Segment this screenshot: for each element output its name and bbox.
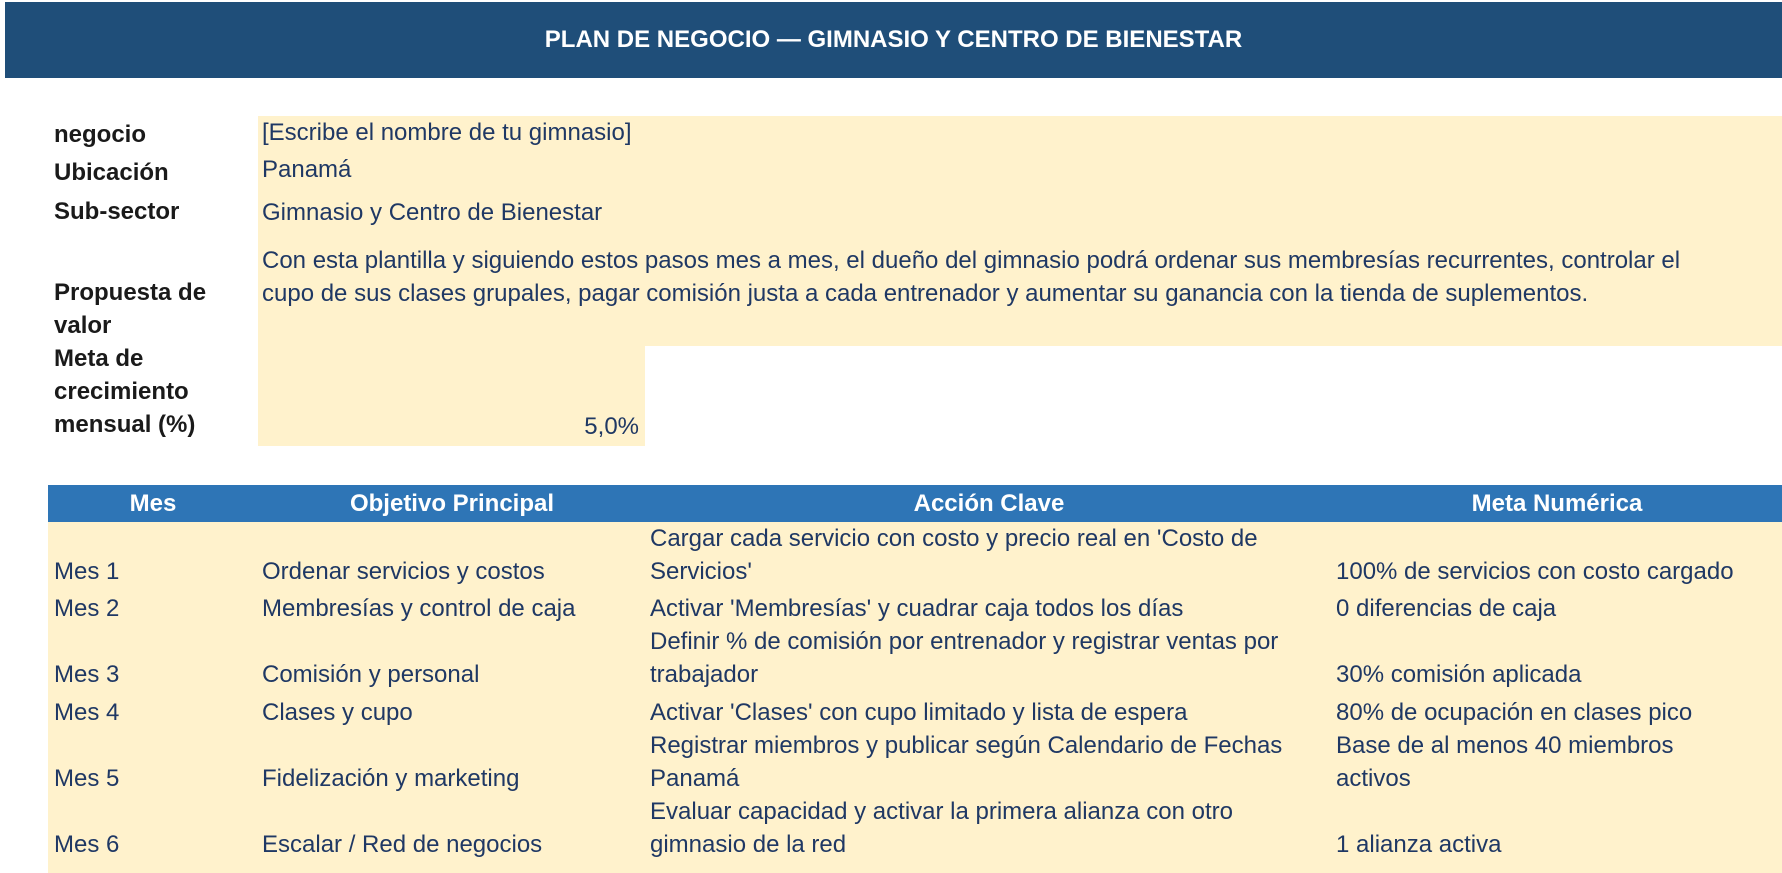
cell-accion[interactable]: Cargar cada servicio con costo y precio real en 'Costo de Servicios' <box>650 525 1258 585</box>
cell-objetivo[interactable]: Clases y cupo <box>262 699 413 726</box>
cell-objetivo[interactable]: Escalar / Red de negocios <box>262 831 543 858</box>
cell-meta[interactable]: 30% comisión aplicada <box>1336 661 1582 688</box>
header-accion: Acción Clave <box>913 490 1065 517</box>
cell-meta[interactable]: 1 alianza activa <box>1336 831 1502 858</box>
cell-objetivo[interactable]: Comisión y personal <box>262 661 480 688</box>
header-meta: Meta Numérica <box>1471 490 1643 517</box>
header-objetivo: Objetivo Principal <box>349 490 555 517</box>
meta-crecimiento-field[interactable]: 5,0% <box>258 346 645 446</box>
propuesta-field[interactable]: Con esta plantilla y siguiendo estos pasos mes a mes, el dueño del gimnasio podrá ordenar sus membresías recurrentes, controlar el cupo de sus clases grupales, pagar comisión justa a cada entrenador y aumentar su ganancia con la tienda de suplementos. <box>258 233 1782 346</box>
cell-meta[interactable]: Base de al menos 40 miembros activos <box>1336 732 1674 792</box>
cell-meta[interactable]: 80% de ocupación en clases pico <box>1336 699 1693 726</box>
cell-meta[interactable]: 100% de servicios con costo cargado <box>1336 558 1734 585</box>
cell-objetivo[interactable]: Fidelización y marketing <box>262 765 520 792</box>
cell-accion[interactable]: Activar 'Clases' con cupo limitado y lista de espera <box>650 699 1188 726</box>
table-header <box>48 485 1782 522</box>
negocio-field[interactable]: [Escribe el nombre de tu gimnasio] <box>258 116 1782 153</box>
header-mes: Mes <box>129 490 177 517</box>
cell-objetivo[interactable]: Ordenar servicios y costos <box>262 558 545 585</box>
cell-mes[interactable]: Mes 2 <box>54 595 120 622</box>
cell-mes[interactable]: Mes 6 <box>54 831 120 858</box>
cell-accion[interactable]: Definir % de comisión por entrenador y registrar ventas por trabajador <box>650 628 1279 688</box>
meta-crecimiento-label: Meta de crecimiento mensual (%) <box>54 345 196 438</box>
cell-accion[interactable]: Activar 'Membresías' y cuadrar caja todos los días <box>650 595 1184 622</box>
negocio-label: negocio <box>54 121 147 148</box>
propuesta-label: Propuesta de valor <box>54 279 207 339</box>
cell-mes[interactable]: Mes 5 <box>54 765 120 792</box>
ubicacion-label: Ubicación <box>54 159 169 186</box>
cell-accion[interactable]: Evaluar capacidad y activar la primera alianza con otro gimnasio de la red <box>650 798 1233 858</box>
subsector-label: Sub-sector <box>54 198 180 225</box>
cell-mes[interactable]: Mes 4 <box>54 699 120 726</box>
ubicacion-field[interactable]: Panamá <box>258 153 1782 191</box>
cell-objetivo[interactable]: Membresías y control de caja <box>262 595 576 622</box>
cell-mes[interactable]: Mes 1 <box>54 558 120 585</box>
cell-accion[interactable]: Registrar miembros y publicar según Calendario de Fechas Panamá <box>650 732 1283 792</box>
cell-mes[interactable]: Mes 3 <box>54 661 120 688</box>
sheet-title: PLAN DE NEGOCIO — GIMNASIO Y CENTRO DE BIENESTAR <box>5 2 1782 78</box>
subsector-field[interactable]: Gimnasio y Centro de Bienestar <box>258 191 1782 233</box>
cell-meta[interactable]: 0 diferencias de caja <box>1336 595 1557 622</box>
